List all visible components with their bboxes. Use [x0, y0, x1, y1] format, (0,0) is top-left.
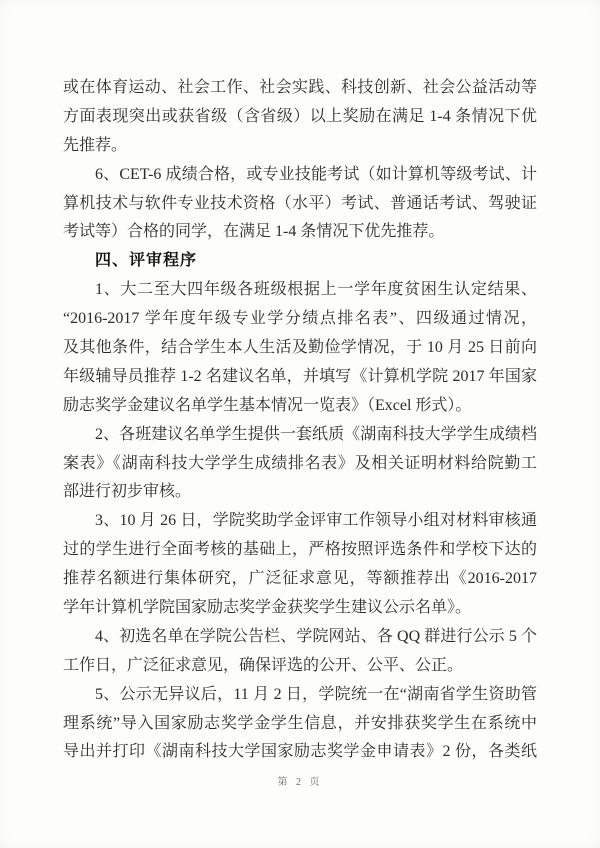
doc-line-22: 5、公示无异议后，11 月 2 日，学院统一在“湖南省学生资助管	[95, 685, 537, 703]
doc-line-16: 3、10 月 26 日，学院奖助学金评审工作领导小组对材料审核通	[95, 512, 537, 530]
doc-line-09: “2016-2017 学年度年级专业学分绩点排名表”、四级通过情况，	[63, 310, 537, 328]
doc-line-08: 1、大二至大四年级各班级根据上一学年度贫困生认定结果、	[95, 281, 537, 299]
doc-line-10: 及其他条件，结合学生本人生活及勤俭学情况，于 10 月 25 日前向	[63, 339, 537, 357]
doc-line-13: 2、各班建议名单学生提供一套纸质《湖南科技大学学生成绩档	[95, 425, 537, 443]
document-body	[63, 74, 537, 767]
doc-line-04: 6、CET-6 成绩合格，或专业技能考试（如计算机等级考试、计	[95, 165, 537, 183]
doc-line-17: 过的学生进行全面考核的基础上，严格按照评选条件和学校下达的	[63, 541, 537, 559]
page-number: 第 2 页	[277, 777, 323, 788]
doc-line-05: 算机技术与软件专业技术资格（水平）考试、普通话考试、驾驶证	[63, 194, 537, 212]
doc-line-24: 导出并打印《湖南科技大学国家励志奖学金申请表》2 份，各类纸	[63, 743, 537, 761]
section-heading: 四、评审程序	[95, 252, 198, 270]
doc-line-19: 学年计算机学院国家励志奖学金获奖学生建议公示名单》。	[63, 599, 472, 617]
doc-line-18: 推荐名额进行集体研究，广泛征求意见，等额推荐出《2016-2017	[63, 570, 537, 588]
doc-line-06: 考试等）合格的同学，在满足 1-4 条情况下优先推荐。	[63, 223, 445, 241]
doc-line-12: 励志奖学金建议名单学生基本情况一览表》（Excel 形式）。	[63, 396, 472, 414]
doc-line-01: 或在体育运动、社会工作、社会实践、科技创新、社会公益活动等	[63, 79, 537, 96]
doc-line-15: 部进行初步审核。	[63, 483, 192, 501]
doc-line-11: 年级辅导员推荐 1-2 名建议名单，并填写《计算机学院 2017 年国家	[63, 367, 537, 385]
doc-line-03: 先推荐。	[63, 136, 128, 154]
doc-line-02: 方面表现突出或获省级（含省级）以上奖励在满足 1-4 条情况下优	[63, 107, 537, 125]
doc-line-20: 4、初选名单在学院公告栏、学院网站、各 QQ 群进行公示 5 个	[95, 627, 537, 645]
doc-line-23: 理系统”导入国家励志奖学金学生信息，并安排获奖学生在系统中	[63, 714, 537, 732]
doc-line-21: 工作日，广泛征求意见，确保评选的公开、公平、公正。	[63, 656, 464, 674]
doc-line-14: 案表》《湖南科技大学学生成绩排名表》及相关证明材料给院勤工	[63, 454, 537, 472]
